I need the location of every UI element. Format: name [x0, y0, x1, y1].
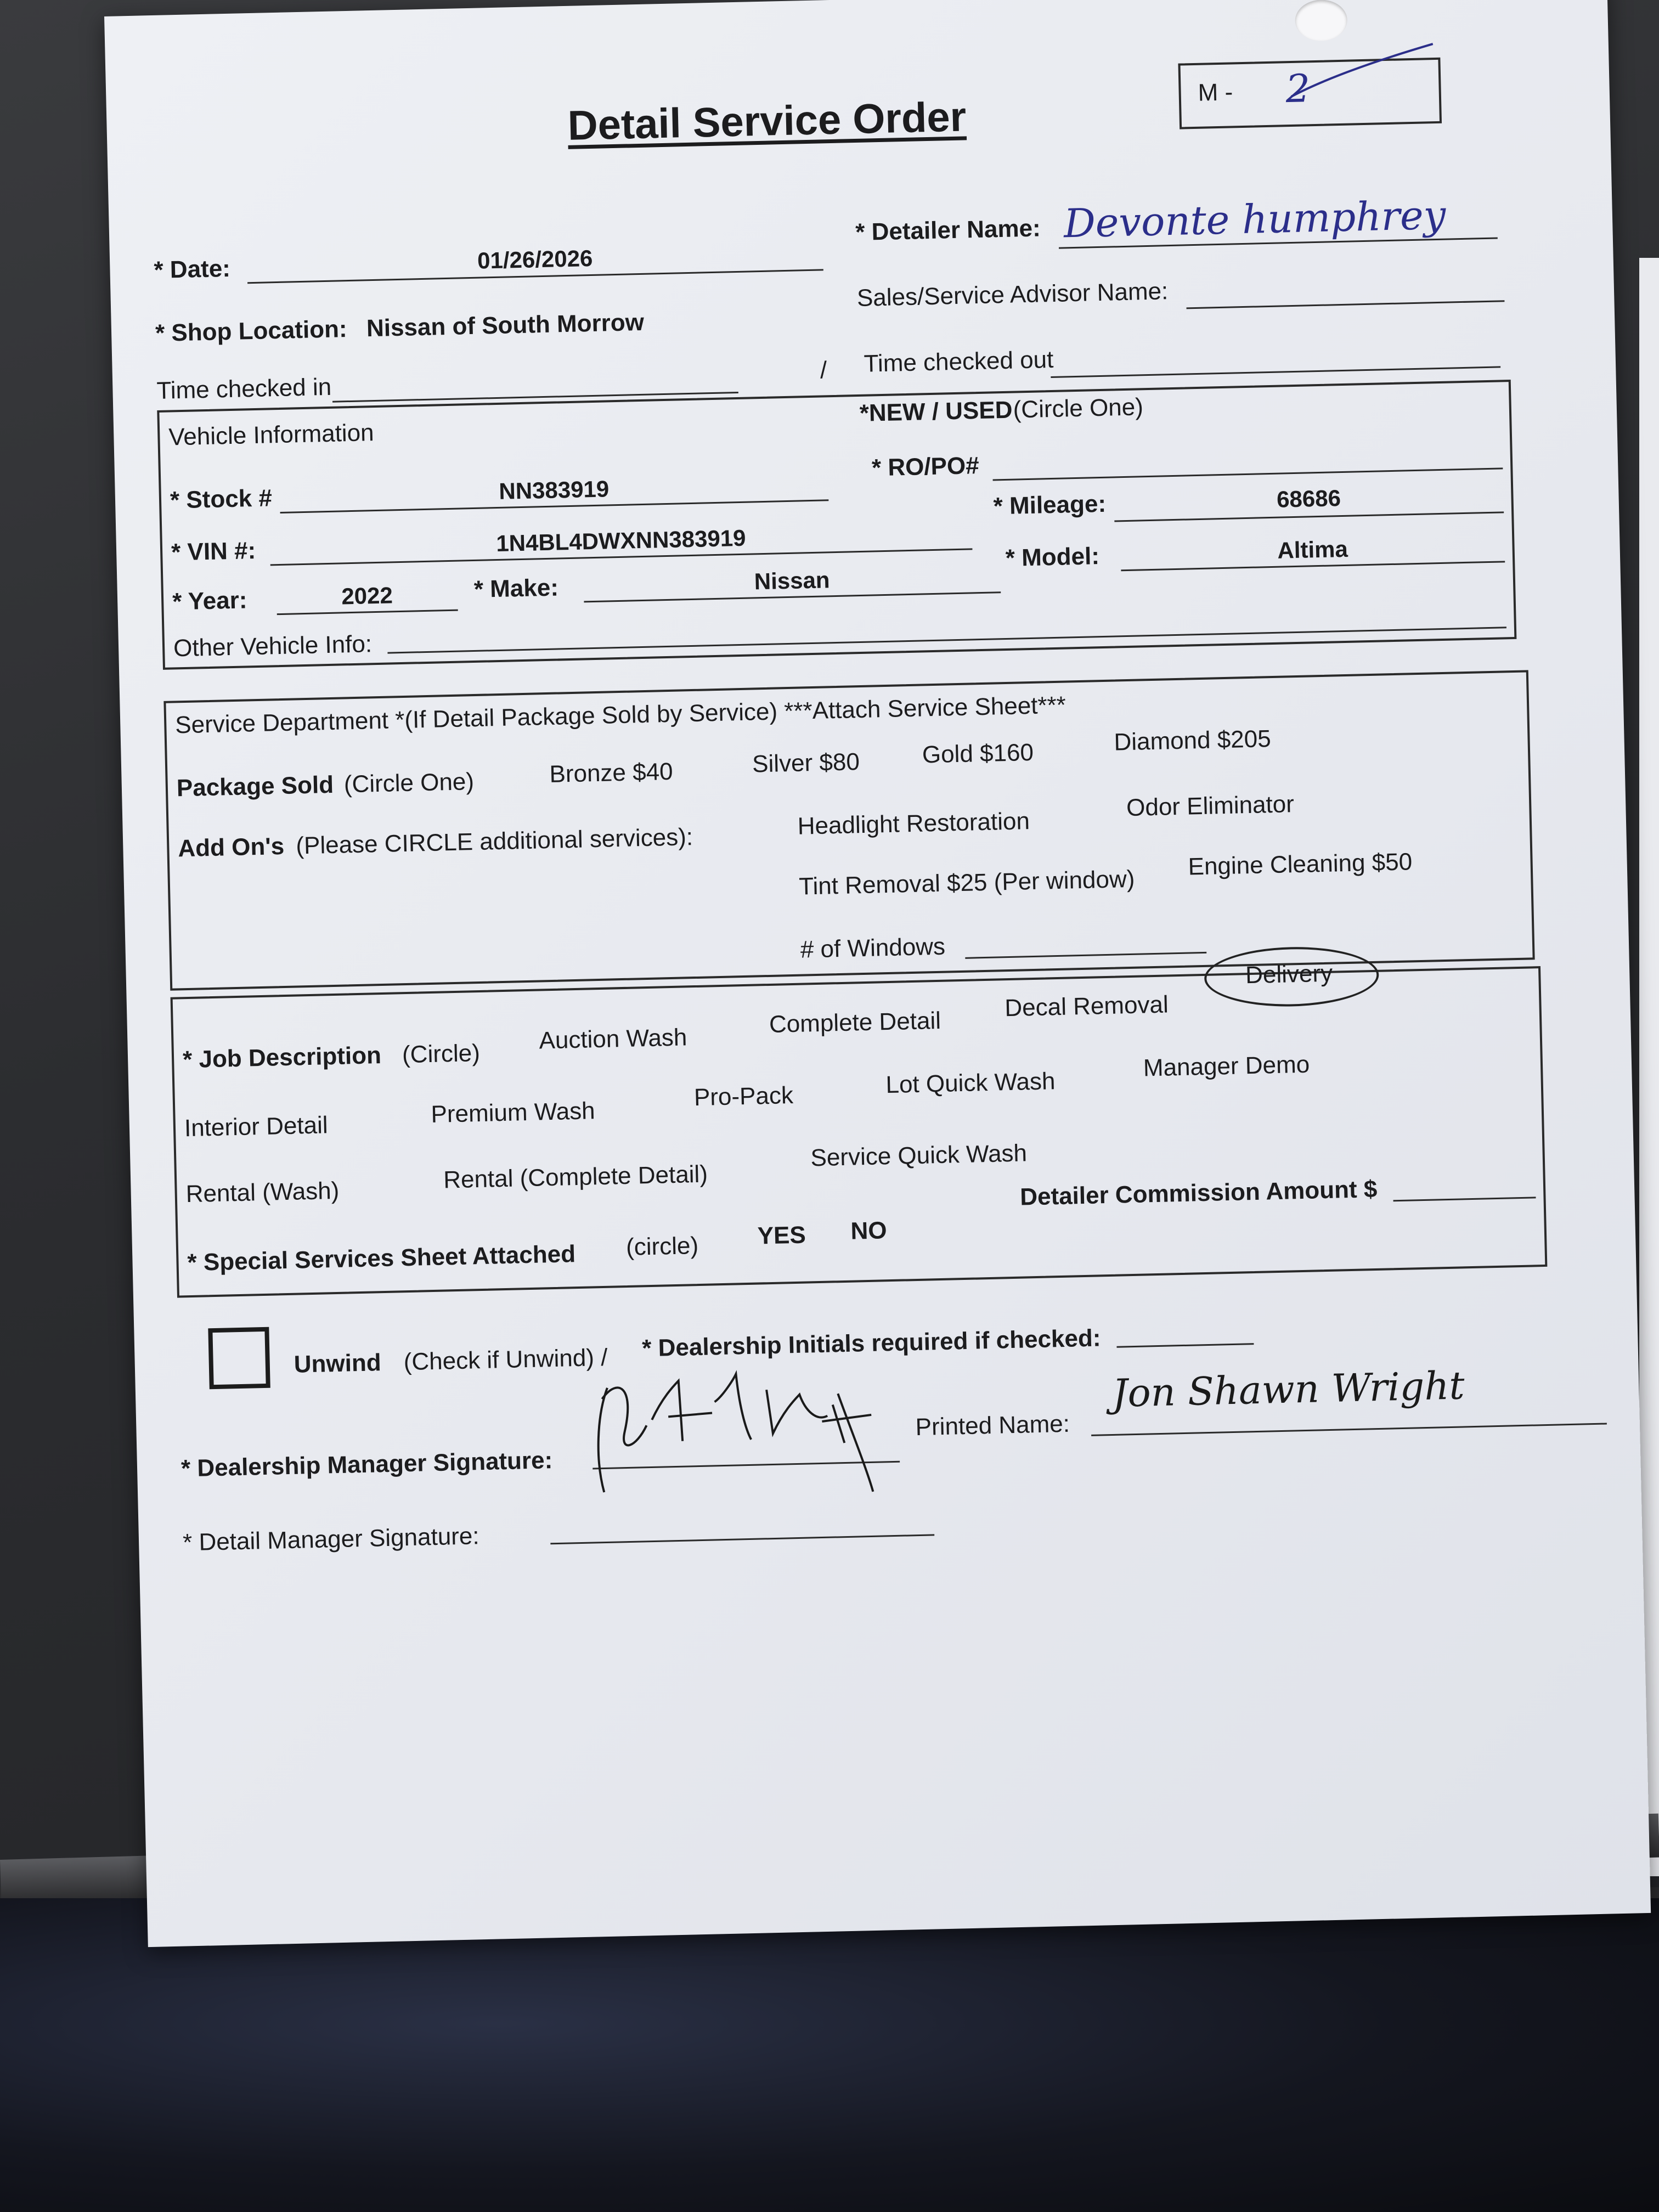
package-diamond[interactable]: Diamond $205 [1113, 725, 1272, 756]
new-used-label: *NEW / USED [859, 396, 1013, 427]
job-rental-complete-detail[interactable]: Rental (Complete Detail) [443, 1160, 708, 1194]
punch-hole [1295, 0, 1348, 42]
job-description-label: * Job Description [182, 1042, 382, 1074]
printed-name-line [1091, 1423, 1607, 1436]
job-decal-removal[interactable]: Decal Removal [1004, 991, 1169, 1022]
job-delivery[interactable]: Delivery [1245, 960, 1333, 989]
mileage-value[interactable]: 68686 [1276, 485, 1341, 512]
special-services-no[interactable]: NO [850, 1217, 888, 1245]
model-value[interactable]: Altima [1277, 535, 1348, 563]
vin-label: * VIN #: [171, 537, 256, 566]
service-order-sheet [104, 0, 1651, 1947]
unwind-checkbox[interactable] [208, 1327, 270, 1389]
vin-value[interactable]: 1N4BL4DWXNN383919 [495, 524, 746, 557]
detail-manager-signature-label: * Detail Manager Signature: [182, 1522, 480, 1556]
background-lap [0, 1898, 1659, 2212]
ro-po-label: * RO/PO# [871, 452, 980, 482]
m-number-value: 2 [1285, 66, 1311, 112]
dealership-manager-signature-label: * Dealership Manager Signature: [180, 1447, 553, 1482]
date-value[interactable]: 01/26/2026 [477, 245, 593, 274]
job-description-hint: (Circle) [402, 1039, 481, 1069]
advisor-name-label: Sales/Service Advisor Name: [856, 278, 1169, 312]
mileage-label: * Mileage: [993, 490, 1107, 520]
addon-headlight-restoration[interactable]: Headlight Restoration [797, 808, 1030, 840]
addon-tint-removal[interactable]: Tint Removal $25 (Per window) [798, 865, 1135, 900]
year-value[interactable]: 2022 [341, 582, 393, 610]
advisor-name-line[interactable] [1187, 300, 1505, 309]
job-manager-demo[interactable]: Manager Demo [1143, 1051, 1310, 1082]
m-number-scribble [1285, 41, 1440, 105]
time-checked-out-line[interactable] [1051, 366, 1500, 378]
printed-name-label: Printed Name: [915, 1410, 1070, 1441]
detail-manager-signature-line[interactable] [550, 1534, 934, 1544]
job-rental-wash[interactable]: Rental (Wash) [185, 1177, 340, 1208]
package-silver[interactable]: Silver $80 [752, 748, 860, 778]
vehicle-info-heading: Vehicle Information [168, 419, 375, 451]
dealership-manager-signature [585, 1359, 895, 1504]
m-number-label: M - [1198, 78, 1233, 106]
package-sold-hint: (Circle One) [343, 768, 475, 798]
unwind-hint: (Check if Unwind) / [403, 1344, 608, 1376]
package-bronze[interactable]: Bronze $40 [549, 758, 674, 788]
stock-value[interactable]: NN383919 [498, 476, 610, 504]
time-checked-in-label: Time checked in [156, 373, 332, 405]
make-label: * Make: [473, 574, 559, 603]
special-services-yes[interactable]: YES [757, 1221, 806, 1250]
addon-engine-cleaning[interactable]: Engine Cleaning $50 [1188, 848, 1413, 881]
addon-odor-eliminator[interactable]: Odor Eliminator [1126, 791, 1295, 822]
new-used-hint: (Circle One) [1013, 393, 1144, 424]
detailer-name-label: * Detailer Name: [855, 215, 1041, 246]
add-ons-hint: (Please CIRCLE additional services): [295, 823, 693, 860]
other-vehicle-info-label: Other Vehicle Info: [173, 630, 373, 662]
dealership-initials-line[interactable] [1116, 1343, 1254, 1348]
commission-amount-label: Detailer Commission Amount $ [1019, 1175, 1378, 1211]
time-separator: / [820, 357, 827, 384]
add-ons-label: Add On's [177, 832, 285, 862]
form-title: Detail Service Order [567, 93, 967, 149]
printed-name-value[interactable]: Jon Shawn Wright [1111, 1363, 1465, 1416]
special-services-label: * Special Services Sheet Attached [187, 1240, 576, 1277]
date-label: * Date: [153, 255, 231, 284]
job-lot-quick-wash[interactable]: Lot Quick Wash [885, 1068, 1056, 1099]
package-sold-label: Package Sold [176, 771, 334, 802]
job-service-quick-wash[interactable]: Service Quick Wash [810, 1139, 1028, 1172]
time-checked-out-label: Time checked out [864, 346, 1054, 377]
service-department-header: Service Department *(If Detail Package Sold by Service) ***Attach Service Sheet*** [174, 691, 1066, 739]
job-auction-wash[interactable]: Auction Wash [539, 1024, 687, 1054]
special-services-hint: (circle) [625, 1232, 699, 1261]
job-premium-wash[interactable]: Premium Wash [431, 1097, 596, 1128]
year-label: * Year: [172, 586, 247, 616]
shop-location-label: * Shop Location: [155, 315, 348, 347]
job-interior-detail[interactable]: Interior Detail [184, 1111, 329, 1142]
stock-label: * Stock # [170, 484, 273, 514]
job-complete-detail[interactable]: Complete Detail [769, 1007, 941, 1038]
package-gold[interactable]: Gold $160 [922, 738, 1034, 769]
job-pro-pack[interactable]: Pro-Pack [693, 1082, 794, 1111]
detailer-name-value[interactable]: Devonte humphrey [1063, 191, 1447, 247]
unwind-label: Unwind [294, 1349, 382, 1378]
dealership-initials-label: * Dealership Initials required if checked: [641, 1324, 1101, 1362]
windows-count-label: # of Windows [800, 933, 946, 963]
make-value[interactable]: Nissan [754, 567, 831, 595]
shop-location-value: Nissan of South Morrow [366, 308, 645, 342]
model-label: * Model: [1005, 543, 1100, 572]
